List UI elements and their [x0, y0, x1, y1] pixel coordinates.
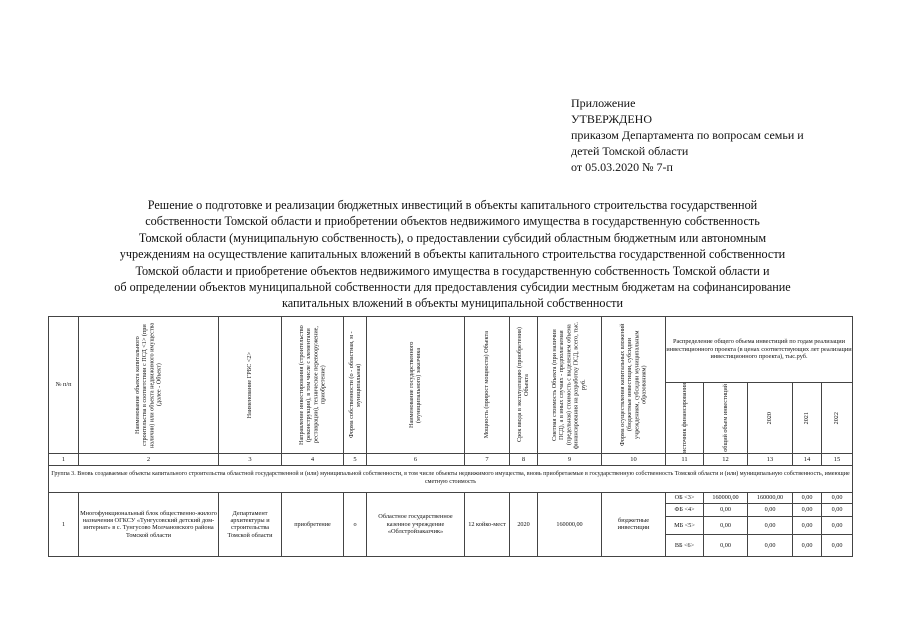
approval-order: приказом Департамента по вопросам семьи и — [571, 128, 804, 142]
row-grbs: Департамент архитектуры и строительства Томской области — [219, 492, 282, 556]
source-2020: 0,00 — [748, 516, 793, 534]
source-name: ВБ <6> — [666, 534, 704, 556]
column-number: 14 — [793, 453, 822, 465]
column-number: 5 — [344, 453, 367, 465]
title-line: об определении объектов муниципальной собственности для предоставления субсидии местным бюджетам на софинансирование — [114, 280, 791, 295]
row-year: 2020 — [510, 492, 538, 556]
investment-table — [48, 316, 853, 557]
column-numbers-row — [49, 453, 853, 465]
column-number: 9 — [538, 453, 602, 465]
source-2020: 160000,00 — [748, 492, 793, 503]
approval-approved: УТВЕРЖДЕНО — [571, 112, 653, 126]
title-line: Томской области и приобретение объектов недвижимого имущества в государственную собственность Томской области и — [135, 263, 770, 278]
source-2020: 0,00 — [748, 534, 793, 556]
column-number: 11 — [666, 453, 704, 465]
header-total: общий объем инвестиций — [704, 383, 748, 454]
title-line: учреждениям на осуществление капитальных вложений в объекты капитального строительства государственной собственности — [119, 247, 786, 262]
header-num: № п/п — [49, 317, 79, 454]
row-customer: Областное государственное казенное учреждение «Облстройзаказчик» — [367, 492, 465, 556]
column-number: 2 — [79, 453, 219, 465]
source-total: 160000,00 — [704, 492, 748, 503]
source-name: ФБ <4> — [666, 503, 704, 516]
column-number: 10 — [602, 453, 666, 465]
approval-date: от 05.03.2020 № 7-п — [571, 160, 673, 174]
header-customer: Наименование государственного (муниципального) заказчика — [367, 317, 465, 454]
source-name: МБ <5> — [666, 516, 704, 534]
column-number: 15 — [822, 453, 853, 465]
header-2020: 2020 — [748, 383, 793, 454]
row-ownership: о — [344, 492, 367, 556]
row-object: Многофункциональный блок общественно-жилого назначения ОГКСУ «Тунгусовский детский дом-интернат» в с. Тунгусово Молчановского района Томской области — [79, 492, 219, 556]
source-2021: 0,00 — [793, 516, 822, 534]
approval-department: детей Томской области — [571, 144, 689, 158]
header-capacity: Мощность (прирост мощности) Объекта — [465, 317, 510, 454]
source-2021: 0,00 — [793, 534, 822, 556]
row-num: 1 — [49, 492, 79, 556]
header-year: Срок ввода в эксплуатацию (приобретения) Объекта — [510, 317, 538, 454]
group-row — [49, 465, 853, 492]
header-grbs: Наименование ГРБС <2> — [219, 317, 282, 454]
source-2022: 0,00 — [822, 516, 853, 534]
title-line: капитальных вложений в объекты муниципальной собственности — [281, 296, 624, 311]
header-form: Форма осуществления капитальных вложений (бюджетные инвестиции, субсидии учреждениям, субсидии муниципальным образованиям) — [602, 317, 666, 454]
source-name: ОБ <3> — [666, 492, 704, 503]
header-2021: 2021 — [793, 383, 822, 454]
source-2021: 0,00 — [793, 503, 822, 516]
source-total: 0,00 — [704, 516, 748, 534]
column-number: 1 — [49, 453, 79, 465]
source-2022: 0,00 — [822, 534, 853, 556]
header-source: источник финансирования — [666, 383, 704, 454]
row-direction: приобретение — [282, 492, 344, 556]
header-distribution: Распределение общего объема инвестиций по годам реализации инвестиционного проекта (в ценах соответствующих лет реализации инвестиционного проекта), тыс.руб. — [666, 317, 853, 383]
document-title — [40, 197, 865, 312]
approval-annex: Приложение — [571, 96, 636, 110]
header-object: Наименование объекта капитального строительства в соответствии с ПСД <1> (при наличии) или объекта недвижимого имущества (далее - Объект) — [79, 317, 219, 454]
source-total: 0,00 — [704, 503, 748, 516]
source-2020: 0,00 — [748, 503, 793, 516]
column-number: 4 — [282, 453, 344, 465]
row-cost: 160000,00 — [538, 492, 602, 556]
source-2022: 0,00 — [822, 503, 853, 516]
header-ownership: Форма собственности (о - областная, м - муниципальная) — [344, 317, 367, 454]
header-cost: Сметная стоимость Объекта (при наличии ПСД), а в иных случаях - предполагаемая (предельная) стоимость с выделением объема финансирования на разработку ПСД, всего, тыс. руб. — [538, 317, 602, 454]
title-line: Томской области (муниципальную собственность), о предоставлении субсидий областным бюджетным или автономным — [138, 230, 767, 245]
source-total: 0,00 — [704, 534, 748, 556]
header-2022: 2022 — [822, 383, 853, 454]
title-line: Решение о подготовке и реализации бюджетных инвестиций в объекты капитального строительства государственной — [147, 198, 758, 212]
column-number: 3 — [219, 453, 282, 465]
source-2021: 0,00 — [793, 492, 822, 503]
column-number: 13 — [748, 453, 793, 465]
column-number: 6 — [367, 453, 465, 465]
row-form: бюджетные инвестиции — [602, 492, 666, 556]
group-title: Группа 3. Вновь создаваемые объекты капитального строительства областной государственной и (или) муниципальной собственности, в том числе объекты недвижимого имущества, вновь приобретаемые в государственную собственность Томской области и (или) муниципальную собственность, имеющие сметную стоимость — [49, 465, 853, 492]
approval-block — [571, 95, 871, 175]
row-capacity: 12 койко-мест — [465, 492, 510, 556]
source-2022: 0,00 — [822, 492, 853, 503]
column-number: 8 — [510, 453, 538, 465]
header-direction: Направление инвестирования (строительство (реконструкция), в том числе с элементами реставрации), техническое перевооружение, приобретение) — [282, 317, 344, 454]
title-line: собственности Томской области и приобретении объектов недвижимого имущества в государственную собственность — [145, 214, 760, 229]
column-number: 12 — [704, 453, 748, 465]
column-number: 7 — [465, 453, 510, 465]
table-row — [49, 492, 853, 503]
